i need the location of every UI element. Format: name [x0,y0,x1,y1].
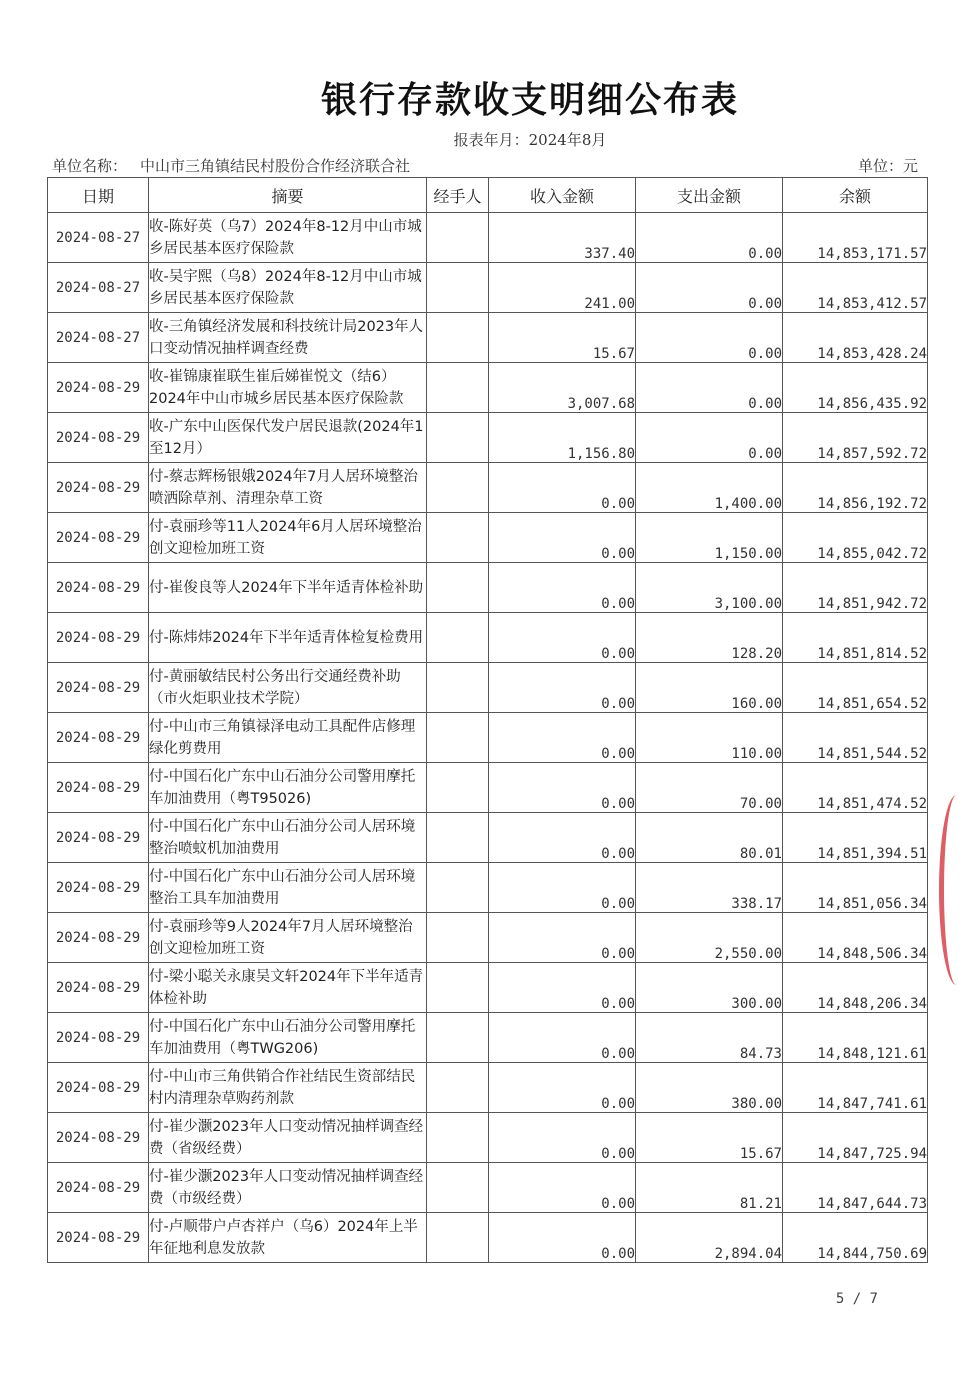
cell-summary: 收-三角镇经济发展和科技统计局2023年人口变动情况抽样调查经费 [149,313,427,363]
report-period: 报表年月：2024年8月 [453,131,607,149]
cell-expense: 0.00 [636,363,783,413]
page-number: 5 / 7 [835,1291,878,1307]
table-row [48,713,928,763]
cell-income: 0.00 [489,963,636,1013]
cell-handler [427,913,489,963]
cell-expense: 0.00 [636,213,783,263]
cell-balance: 14,848,506.34 [783,913,928,963]
table-row [48,413,928,463]
cell-balance: 14,851,814.52 [783,613,928,663]
cell-balance: 14,848,206.34 [783,963,928,1013]
unit-name-label: 单位名称： [52,157,128,175]
cell-handler [427,713,489,763]
cell-expense: 3,100.00 [636,563,783,613]
cell-income: 1,156.80 [489,413,636,463]
cell-summary: 付-袁丽珍等11人2024年6月人居环境整治创文迎检加班工资 [149,513,427,563]
cell-expense: 84.73 [636,1013,783,1063]
cell-balance: 14,855,042.72 [783,513,928,563]
cell-handler [427,1213,489,1263]
table-row [48,663,928,713]
cell-handler [427,463,489,513]
table-row [48,513,928,563]
cell-date: 2024-08-29 [48,463,149,513]
cell-balance: 14,856,192.72 [783,463,928,513]
table-row [48,963,928,1013]
table-row [48,1213,928,1263]
cell-handler [427,213,489,263]
cell-expense: 0.00 [636,413,783,463]
cell-balance: 14,848,121.61 [783,1013,928,1063]
cell-income: 0.00 [489,463,636,513]
cell-income: 0.00 [489,513,636,563]
cell-expense: 15.67 [636,1113,783,1163]
cell-income: 0.00 [489,763,636,813]
cell-expense: 160.00 [636,663,783,713]
table-row [48,1163,928,1213]
cell-handler [427,613,489,663]
cell-balance: 14,853,171.57 [783,213,928,263]
cell-income: 0.00 [489,1013,636,1063]
cell-summary: 付-蔡志辉杨银娥2024年7月人居环境整治喷洒除草剂、清理杂草工资 [149,463,427,513]
cell-balance: 14,844,750.69 [783,1213,928,1263]
cell-handler [427,413,489,463]
table-row [48,1063,928,1113]
cell-expense: 80.01 [636,813,783,863]
ledger-body [48,213,928,1263]
cell-income: 0.00 [489,663,636,713]
cell-balance: 14,851,056.34 [783,863,928,913]
cell-expense: 1,400.00 [636,463,783,513]
cell-handler [427,1163,489,1213]
cell-handler [427,763,489,813]
cell-handler [427,1113,489,1163]
col-header-date: 日期 [48,178,149,213]
cell-summary: 付-中国石化广东中山石油分公司人居环境整治喷蚊机加油费用 [149,813,427,863]
cell-income: 0.00 [489,613,636,663]
cell-date: 2024-08-29 [48,813,149,863]
unit-name-value: 中山市三角镇结民村股份合作经济联合社 [140,157,411,175]
cell-date: 2024-08-29 [48,1163,149,1213]
cell-income: 0.00 [489,863,636,913]
table-row [48,313,928,363]
col-header-handler: 经手人 [427,178,489,213]
cell-expense: 81.21 [636,1163,783,1213]
table-row [48,813,928,863]
cell-summary: 付-中山市三角供销合作社结民生资部结民村内清理杂草购药剂款 [149,1063,427,1113]
cell-summary: 付-袁丽珍等9人2024年7月人居环境整治创文迎检加班工资 [149,913,427,963]
table-row [48,363,928,413]
cell-balance: 14,853,428.24 [783,313,928,363]
col-header-income: 收入金额 [489,178,636,213]
cell-balance: 14,851,942.72 [783,563,928,613]
cell-summary: 收-吴宇熙（乌8）2024年8-12月中山市城乡居民基本医疗保险款 [149,263,427,313]
cell-date: 2024-08-27 [48,213,149,263]
cell-income: 0.00 [489,813,636,863]
table-row [48,263,928,313]
cell-expense: 0.00 [636,263,783,313]
cell-expense: 2,894.04 [636,1213,783,1263]
cell-date: 2024-08-27 [48,263,149,313]
cell-income: 0.00 [489,563,636,613]
table-header-row [48,178,928,213]
cell-summary: 付-中国石化广东中山石油分公司警用摩托车加油费用（粤T95026) [149,763,427,813]
cell-summary: 收-陈好英（乌7）2024年8-12月中山市城乡居民基本医疗保险款 [149,213,427,263]
cell-balance: 14,853,412.57 [783,263,928,313]
cell-income: 15.67 [489,313,636,363]
cell-handler [427,313,489,363]
col-header-expense: 支出金额 [636,178,783,213]
cell-summary: 付-黄丽敏结民村公务出行交通经费补助（市火炬职业技术学院） [149,663,427,713]
cell-expense: 380.00 [636,1063,783,1113]
col-header-balance: 余额 [783,178,928,213]
cell-date: 2024-08-29 [48,413,149,463]
cell-balance: 14,847,644.73 [783,1163,928,1213]
cell-income: 0.00 [489,713,636,763]
page-title: 银行存款收支明细公布表 [320,80,739,121]
cell-handler [427,513,489,563]
cell-handler [427,1013,489,1063]
table-row [48,463,928,513]
cell-expense: 128.20 [636,613,783,663]
table-row [48,1113,928,1163]
cell-handler [427,963,489,1013]
cell-date: 2024-08-29 [48,913,149,963]
cell-balance: 14,857,592.72 [783,413,928,463]
cell-date: 2024-08-29 [48,763,149,813]
cell-date: 2024-08-29 [48,563,149,613]
cell-income: 0.00 [489,1213,636,1263]
cell-expense: 1,150.00 [636,513,783,563]
cell-summary: 付-崔少灏2023年人口变动情况抽样调查经费（省级经费） [149,1113,427,1163]
seal-stamp-fragment [939,795,974,985]
cell-date: 2024-08-29 [48,1113,149,1163]
cell-handler [427,813,489,863]
cell-date: 2024-08-29 [48,863,149,913]
currency-unit: 单位：元 [857,157,918,175]
cell-income: 0.00 [489,1113,636,1163]
cell-date: 2024-08-29 [48,1013,149,1063]
cell-income: 3,007.68 [489,363,636,413]
cell-expense: 2,550.00 [636,913,783,963]
table-row [48,763,928,813]
table-row [48,1013,928,1063]
cell-summary: 收-广东中山医保代发户居民退款(2024年1至12月） [149,413,427,463]
cell-balance: 14,851,474.52 [783,763,928,813]
table-row [48,613,928,663]
cell-balance: 14,851,394.51 [783,813,928,863]
cell-handler [427,563,489,613]
cell-expense: 70.00 [636,763,783,813]
cell-income: 0.00 [489,1063,636,1113]
cell-date: 2024-08-29 [48,713,149,763]
cell-handler [427,363,489,413]
cell-summary: 收-崔锦康崔联生崔后娣崔悦文（结6）2024年中山市城乡居民基本医疗保险款 [149,363,427,413]
cell-date: 2024-08-29 [48,363,149,413]
cell-balance: 14,851,654.52 [783,663,928,713]
cell-date: 2024-08-29 [48,963,149,1013]
cell-balance: 14,847,725.94 [783,1113,928,1163]
ledger-table [47,177,928,1263]
cell-handler [427,863,489,913]
cell-balance: 14,847,741.61 [783,1063,928,1113]
cell-date: 2024-08-29 [48,1213,149,1263]
cell-date: 2024-08-27 [48,313,149,363]
cell-balance: 14,856,435.92 [783,363,928,413]
col-header-summary: 摘要 [149,178,427,213]
cell-summary: 付-卢顺带户卢杏祥户（乌6）2024年上半年征地利息发放款 [149,1213,427,1263]
cell-income: 241.00 [489,263,636,313]
cell-handler [427,663,489,713]
cell-income: 337.40 [489,213,636,263]
cell-summary: 付-崔少灏2023年人口变动情况抽样调查经费（市级经费） [149,1163,427,1213]
cell-date: 2024-08-29 [48,1063,149,1113]
cell-handler [427,263,489,313]
cell-balance: 14,851,544.52 [783,713,928,763]
cell-expense: 300.00 [636,963,783,1013]
cell-summary: 付-中山市三角镇禄泽电动工具配件店修理绿化剪费用 [149,713,427,763]
cell-expense: 110.00 [636,713,783,763]
cell-summary: 付-陈炜炜2024年下半年适青体检复检费用 [149,613,427,663]
cell-summary: 付-中国石化广东中山石油分公司人居环境整治工具车加油费用 [149,863,427,913]
cell-summary: 付-崔俊良等人2024年下半年适青体检补助 [149,563,427,613]
table-row [48,213,928,263]
cell-expense: 0.00 [636,313,783,363]
table-row [48,913,928,963]
cell-expense: 338.17 [636,863,783,913]
cell-date: 2024-08-29 [48,613,149,663]
cell-income: 0.00 [489,913,636,963]
cell-summary: 付-梁小聪关永康吴文轩2024年下半年适青体检补助 [149,963,427,1013]
cell-income: 0.00 [489,1163,636,1213]
cell-date: 2024-08-29 [48,513,149,563]
table-row [48,863,928,913]
table-row [48,563,928,613]
cell-date: 2024-08-29 [48,663,149,713]
cell-handler [427,1063,489,1113]
cell-summary: 付-中国石化广东中山石油分公司警用摩托车加油费用（粤TWG206) [149,1013,427,1063]
